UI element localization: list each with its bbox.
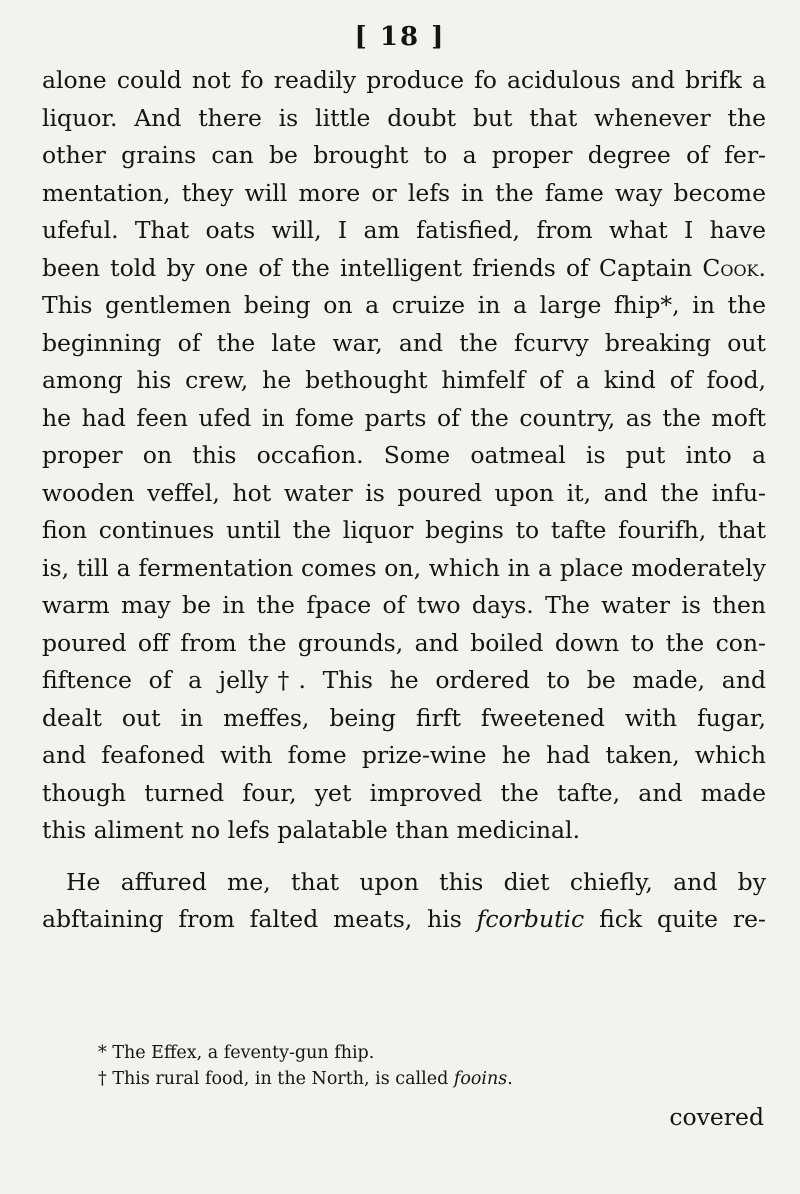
footnotes [98, 1040, 758, 1092]
text-line: fiftence of a jelly†. This he ordered to be made, and [42, 666, 766, 694]
text-line: fion continues until the liquor begins to tafte fourifh, that [42, 516, 766, 544]
body-text [42, 62, 766, 939]
text-line: among his crew, he bethought himfelf of a kind of food, [42, 366, 766, 394]
text-segment: . [507, 1069, 513, 1089]
footnote-1: * The Effex, a feventy-gun fhip. [98, 1043, 375, 1063]
text-line: This gentlemen being on a cruize in a large fhip*, in the [42, 291, 766, 319]
text-line [42, 250, 766, 288]
text-line: other grains can be brought to a proper degree of fer- [42, 141, 766, 169]
text-line: alone could not fo readily produce fo acidulous and brifk a [42, 66, 766, 94]
text-line: warm may be in the fpace of two days. The water is then [42, 591, 766, 619]
text-line: He affured me, that upon this diet chiefly, and by [66, 867, 766, 896]
text-line: is, till a fermentation comes on, which in a place moderately [42, 553, 766, 582]
page-number-header: [ 18 ] [354, 22, 446, 52]
text-line: he had feen ufed in fome parts of the country, as the moft [42, 403, 766, 432]
text-line: liquor. And there is little doubt but that whenever the [42, 103, 766, 132]
text-line: wooden veffel, hot water is poured upon it, and the infu- [42, 478, 766, 507]
italic-term: fooins [453, 1069, 508, 1089]
footnote-2 [98, 1066, 758, 1092]
text-line: proper on this occafion. Some oatmeal is put into a [42, 441, 766, 469]
text-line: and feafoned with fome prize-wine he had taken, which [42, 741, 766, 769]
italic-term: fcorbutic [476, 905, 585, 933]
text-line: this aliment no lefs palatable than medicinal. [42, 816, 581, 844]
text-line: dealt out in meffes, being firft fweetened with fugar, [42, 703, 766, 732]
text-line [42, 901, 766, 939]
text-segment: . [758, 253, 766, 282]
text-line: beginning of the late war, and the fcurvy breaking out [42, 328, 766, 357]
text-segment: fick quite re- [584, 905, 766, 933]
text-line: though turned four, yet improved the tafte, and made [42, 778, 766, 807]
text-line: ufeful. That oats will, I am fatisfied, from what I have [42, 216, 766, 244]
text-line: mentation, they will more or lefs in the fame way become [42, 178, 766, 207]
text-line: poured off from the grounds, and boiled down to the con- [42, 628, 766, 657]
captain-cook-name: Cook [702, 253, 759, 282]
text-segment: abftaining from falted meats, his [42, 905, 477, 933]
catchword: covered [669, 1103, 764, 1131]
text-segment: been told by one of the intelligent friends of Captain [42, 253, 703, 282]
text-segment: † This rural food, in the North, is called [98, 1069, 454, 1089]
paragraph-gap [42, 850, 766, 864]
